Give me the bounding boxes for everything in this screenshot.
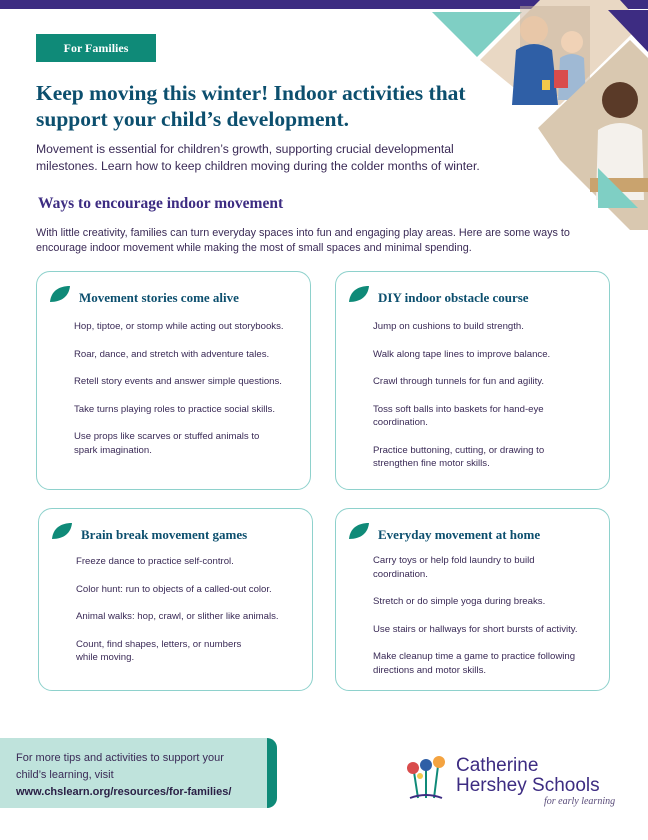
leaf-icon — [49, 285, 71, 303]
list-item: Carry toys or help fold laundry to build coordination. — [373, 555, 535, 580]
intro-paragraph: Movement is essential for children’s growth, supporting crucial developmental milestones. Learn how to keep children moving during the colder months of winter. — [36, 142, 480, 173]
activity-list — [373, 554, 598, 691]
footer-accent-bar — [267, 738, 277, 808]
ways-paragraph: With little creativity, families can turn everyday spaces into fun and engaging play areas. Here are some ways to encourage indoor movement while making the most of small spaces and minimal spending. — [36, 227, 570, 254]
leaf-icon — [51, 522, 73, 540]
ways-heading: Ways to encourage indoor movement — [38, 195, 284, 212]
logo-tagline: for early learning — [544, 796, 616, 807]
list-item: Walk along tape lines to improve balance. — [373, 348, 551, 360]
school-logo — [404, 752, 624, 812]
list-item: Jump on cushions to build strength. — [373, 321, 524, 332]
activity-list — [373, 320, 598, 485]
activity-list — [74, 320, 299, 471]
activity-list — [76, 555, 301, 679]
list-item: Freeze dance to practice self-control. — [76, 556, 234, 567]
card-header — [348, 519, 540, 543]
list-item: Hop, tiptoe, or stomp while acting out storybooks. — [74, 321, 284, 332]
list-item: Animal walks: hop, crawl, or slither like animals. — [76, 611, 279, 622]
footer-link[interactable]: www.chslearn.org/resources/for-families/ — [16, 786, 232, 798]
card-title: Movement stories come alive — [79, 290, 239, 305]
card-header — [51, 519, 247, 543]
list-item: Retell story events and answer simple questions. — [74, 376, 282, 387]
list-item: Toss soft balls into baskets for hand-eye coordination. — [373, 403, 544, 428]
footer-text-line: child’s learning, visit — [16, 769, 114, 781]
list-item: Take turns playing roles to practice social skills. — [74, 403, 276, 415]
card-movement-stories — [36, 271, 311, 490]
flowers-logo-icon — [404, 752, 452, 804]
logo-name-line: Catherine — [456, 755, 539, 776]
leaf-icon — [348, 522, 370, 540]
header-photo-collage — [430, 0, 648, 230]
list-item: Color hunt: run to objects of a called-out color. — [76, 583, 272, 595]
page-title: Keep moving this winter! Indoor activities that support your child’s development. — [36, 81, 466, 131]
list-item: Stretch or do simple yoga during breaks. — [373, 596, 546, 607]
card-title: Everyday movement at home — [378, 527, 541, 542]
card-obstacle-course — [335, 271, 610, 490]
list-item: Roar, dance, and stretch with adventure tales. — [74, 348, 270, 360]
list-item: Use props like scarves or stuffed animals to spark imagination. — [74, 431, 260, 456]
logo-name-line: Hershey Schools — [456, 775, 600, 796]
list-item: Use stairs or hallways for short bursts of activity. — [373, 623, 578, 635]
list-item: Count, find shapes, letters, or numbers while moving. — [76, 638, 242, 663]
category-tag: For Families — [36, 34, 156, 62]
leaf-icon — [348, 285, 370, 303]
card-title: Brain break movement games — [81, 527, 248, 542]
card-title: DIY indoor obstacle course — [378, 290, 529, 305]
card-header — [348, 282, 529, 306]
logo-wordmark — [456, 756, 600, 796]
card-brain-break — [38, 508, 313, 691]
footer-callout — [0, 738, 277, 808]
card-everyday-movement — [335, 508, 610, 691]
list-item: Make cleanup time a game to practice following directions and motor skills. — [373, 651, 576, 676]
footer-text-line: For more tips and activities to support your — [16, 752, 224, 764]
card-header — [49, 282, 239, 306]
list-item: Crawl through tunnels for fun and agility. — [373, 376, 545, 387]
list-item: Practice buttoning, cutting, or drawing to strengthen fine motor skills. — [373, 444, 545, 469]
